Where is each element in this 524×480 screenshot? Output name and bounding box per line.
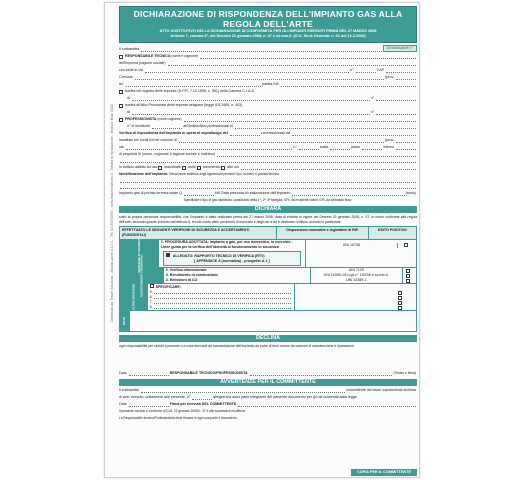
signature-date-field[interactable] [129,372,169,376]
received-row: di aver ricevuto, unitamente alla presente, n° allegati che sono parte integrante del presente documento per gli usi consentiti dalla legge. [119,394,358,399]
committente-band: AVVERTENZE PER IL COMMITTENTE [119,379,417,386]
attachment-box: ALLEGATO: RAPPORTO TECNICO DI VERIFICA (RTV) [ APPENDICE A (normativa) - prospetto A.1 ] [163,251,301,266]
verification-row: Verifica di rispondenza dell'impianto in opera al sopralluogo del commissionato da [119,131,417,136]
specify-7-field[interactable] [154,300,291,304]
check-2-checkbox[interactable] [406,269,410,273]
undersigned-field[interactable] [141,48,382,52]
attachments-count-field[interactable] [192,396,212,400]
cciaa-row: iscritta nel registro delle imprese (D.P.R. 7.12.1995, n. 581) della Camera C.I.A.A. [119,89,417,94]
installed-row: installato nei locali siti nel comune di (prov. [119,138,417,143]
attachment-row [159,250,416,267]
gas-type-note: Specificare il tipo di gas distribuito: canalizzato della 1ª, 2ª, 3ª famiglia; GPL da recipienti mobili; GPL da serbatoio fisso [183,198,352,202]
owner-row: di proprietà di (nome, cognome o ragione sociale e indirizzo) [119,152,417,157]
committente-date-field[interactable] [129,403,169,407]
check-8-checkbox[interactable] [398,306,402,310]
piano-field[interactable] [362,146,382,150]
identification-lines [119,179,417,183]
technician-checkbox[interactable] [119,55,123,59]
address-row: via n° scala piano interno [119,145,417,150]
check-row-2: 2. Verifica dimensionale UNI 7129 [164,268,416,273]
owner-field-2[interactable] [120,159,416,163]
cciaa-number-field[interactable] [376,97,416,101]
specify-8-field[interactable] [154,305,291,309]
identification-line-2 [119,185,417,189]
specify-5-field[interactable] [154,290,291,294]
thermal-power-field[interactable] [184,192,214,196]
declaration-number-field[interactable]: Dichiarazione n° [383,45,417,52]
scale-field[interactable] [330,146,350,150]
group-notes: NOTE [120,311,416,331]
check-row-3: 3. Rendimento di combustione UNI 10389-1/D.Lgs n° 192/05 e ss.mm.ii. [164,273,416,278]
checks-table [119,226,417,332]
form-subtitle-2: Articolo 7, comma 6°, del Decreto 22 gennaio 2008, n. 37 e ss.mm.ii. (G.U. Serie Generale n. 61 del 12.3.2008) [170,34,366,38]
albo-city-field[interactable] [132,111,370,115]
group-safety: VERIFICHE DI SICUREZZA 1. PROCEDURA ADOTTATA: impianto a gas, per uso domestico, in esercizio - Linee guida per la verifica dell'idoneità al funzionamento in sicurezza UNI 10738 ALLEGATO: RAPPORTO TECNICO DI VERIFICA (RTV) [ APPENDICE A (normativa) - prospetto A.1 ] [120,240,416,268]
thermal-row: Impianto gas di portata termica totale Q kW Data presunta di realizzazione dell'impianto (anno) [119,191,416,195]
signature-field[interactable] [250,372,393,376]
albo-detail-row: di n° [119,110,417,115]
col-references: Disposizioni normative e legislative di RIF. [277,227,369,239]
notes-field[interactable] [130,311,416,331]
declina-text: ogni responsabilità per sinistri a persone o a cose derivanti da manomissione dell'impianto da parte di terzi ovvero da carenze di manutenzione e riparazione. [119,344,355,349]
check-4-checkbox[interactable] [406,279,410,283]
dichiara-text: sotto la propria personale responsabilità, che l'impianto è stato realizzato prima del 27 marzo 2008, data di entrata in vigore del Decreto 22 gennaio 2008, n. 37, in modo conforme alla regola dell'arte, secondo quanto previsto dall'articolo 6, tenuto conto delle condizioni di esercizio e degli usi a cui è destinato l'edificio, avendo in particolare [119,215,417,224]
group-other: ALTRE VERIFICHE SPECIFICARE: 5. 6. 7. 8. [120,284,416,311]
cciaa-city-field[interactable] [132,97,370,101]
installed-street-field[interactable] [126,146,293,150]
committente-signature-row: Data Firma per ricevuta DEL COMMITTENTE [119,402,417,407]
check-3-checkbox[interactable] [406,274,410,278]
form-page [104,2,420,478]
cciaa-detail-row: di n° [119,96,417,101]
use-commerce-checkbox[interactable] [197,166,201,170]
company-field[interactable] [168,62,416,66]
specify-row: SPECIFICARE: [148,284,416,290]
prov-field[interactable] [396,76,416,80]
technician-name-field[interactable] [200,55,416,59]
specify-item-6: 6. [148,295,416,300]
owner-row-2 [119,159,417,163]
committente-name-field[interactable] [141,389,345,393]
installed-number-field[interactable] [299,146,319,150]
col-result: ESITO POSITIVO [378,228,407,233]
hq-street-field[interactable] [145,69,349,73]
specify-6-field[interactable] [154,295,291,299]
check-row-4: 4. Emissioni di CO UNI 10389-1 [164,278,416,283]
identification-field-2[interactable] [120,185,416,189]
hq-row: con sede in via n° CAP [119,68,417,73]
specify-checkbox[interactable] [150,284,154,288]
order-city-field[interactable] [235,125,416,129]
usage-row: in edificio adibito ad uso industriale civile commercio altri usi [119,165,417,170]
check-6-checkbox[interactable] [398,296,402,300]
form-header [119,6,417,43]
professional-row: PROFESSIONISTA (nome cognome) [119,117,417,122]
cciaa-checkbox[interactable] [119,90,123,94]
check-5-checkbox[interactable] [398,291,402,295]
tel-field[interactable] [126,83,261,87]
footnote-1: Il presente modulo è conforme al D.M. 22 gennaio 2008 n. 37 e alle successive modifiche. [119,408,247,413]
albo-number-field[interactable] [376,111,416,115]
hq-cap-field[interactable] [386,69,416,73]
col-checks: EFFETTUATO LE SEGUENTI VERIFICHE DI SICUREZZA E ACCERTAMENTI (FUNZIONALI) [120,227,277,239]
form-content [119,6,417,476]
comune-row: Comune (prov. [119,75,417,80]
checks-table-header [120,227,416,240]
order-number-field[interactable] [152,125,182,129]
check-1-checkbox[interactable] [404,243,408,247]
undersigned-row: Il sottoscritto Dichiarazione n° [119,45,417,52]
company-row: dell'impresa (ragione sociale) [119,61,417,66]
comune-field[interactable] [135,76,384,80]
specify-item-5: 5. [148,290,416,295]
specify-item-8: 8. [148,305,416,310]
albo-checkbox[interactable] [119,104,123,108]
installed-prov-field[interactable] [396,139,416,143]
check-7-checkbox[interactable] [398,301,402,305]
vat-field[interactable] [281,83,416,87]
technician-row: RESPONSABILE TECNICO (nome e cognome) [119,54,417,59]
dichiara-band: DICHIARA [119,206,417,213]
attachment-checkbox[interactable] [166,253,170,257]
order-row: n° di iscrizione all'Ordine/Albo professionale di [119,124,417,129]
committente-signature-field[interactable] [238,403,416,407]
use-industrial-checkbox[interactable] [158,166,162,170]
use-civil-checkbox[interactable] [182,166,186,170]
specify-item-7: 7. [148,300,416,305]
identification-field-1[interactable] [120,179,416,183]
form-title: DICHIARAZIONE DI RISPONDENZA DELL'IMPIANTO GAS ALLA REGOLA DELL'ARTE [133,9,403,29]
professional-checkbox[interactable] [119,118,123,122]
declina-band: DECLINA [119,335,417,342]
owner-field[interactable] [217,153,416,157]
installed-city-field[interactable] [179,139,384,143]
footnote-2: La Responsabile tecnico/Professionista deve firmare in ogni sua parte il documento. [119,415,238,420]
hq-number-field[interactable] [356,69,376,73]
albo-row: iscritta all'albo Provinciale delle imprese artigiane (legge 8.8.1985, n. 443) [119,103,417,108]
sidebar-legal-text: Distribuito da Teaser Solutions - Attività Lavori A.C.I.s. - Tel. 02 XXXXXXX - www.teasersolutions.it - Vietata la riproduzione - Modulo: Mod. 0410 [110,104,114,322]
committente-row: Il sottoscritto committente dei lavori sopraindicati dichiara [119,387,416,392]
use-other-checkbox[interactable] [221,166,225,170]
commissioned-by-field[interactable] [292,132,416,136]
check-row-1: 1. PROCEDURA ADOTTATA: impianto a gas, per uso domestico, in esercizio - Linee guida per la verifica dell'idoneità al funzionamento in sicurezza UNI 10738 [159,240,416,250]
group-functional: ACCERTAMENTI FUNZIONALI 2. Verifica dimensionale UNI 7129 3. Rendimento di combustione UNI 10389-1/D.Lgs n° 192/05 e ss.mm.ii. 4. Emissioni di CO UNI 10389-1 [120,268,416,284]
interno-field[interactable] [396,146,416,150]
signature-row: Data RESPONSABILE TECNICO/PROFESSIONISTA (Timbro e firma) [119,370,416,375]
tel-row: tel. partita IVA [119,82,417,87]
form-subtitle-1: ATTO SOSTITUTIVO DELLA DICHIARAZIONE DI CONFORMITÀ PER GLI IMPIANTI ESEGUITI PRIMA DEL 27 MARZO 2008 [159,29,377,33]
year-field[interactable] [292,192,404,196]
copy-label: COPIA PER IL COMMITTENTE [351,469,417,476]
verification-date-field[interactable] [230,132,260,136]
use-other-field[interactable] [241,166,416,170]
identification-row: Identificazione dell'impianto: Descrizione sintetica degli apparecchi presenti: tipo, numero e portata termica [119,172,280,176]
professional-name-field[interactable] [184,118,416,122]
